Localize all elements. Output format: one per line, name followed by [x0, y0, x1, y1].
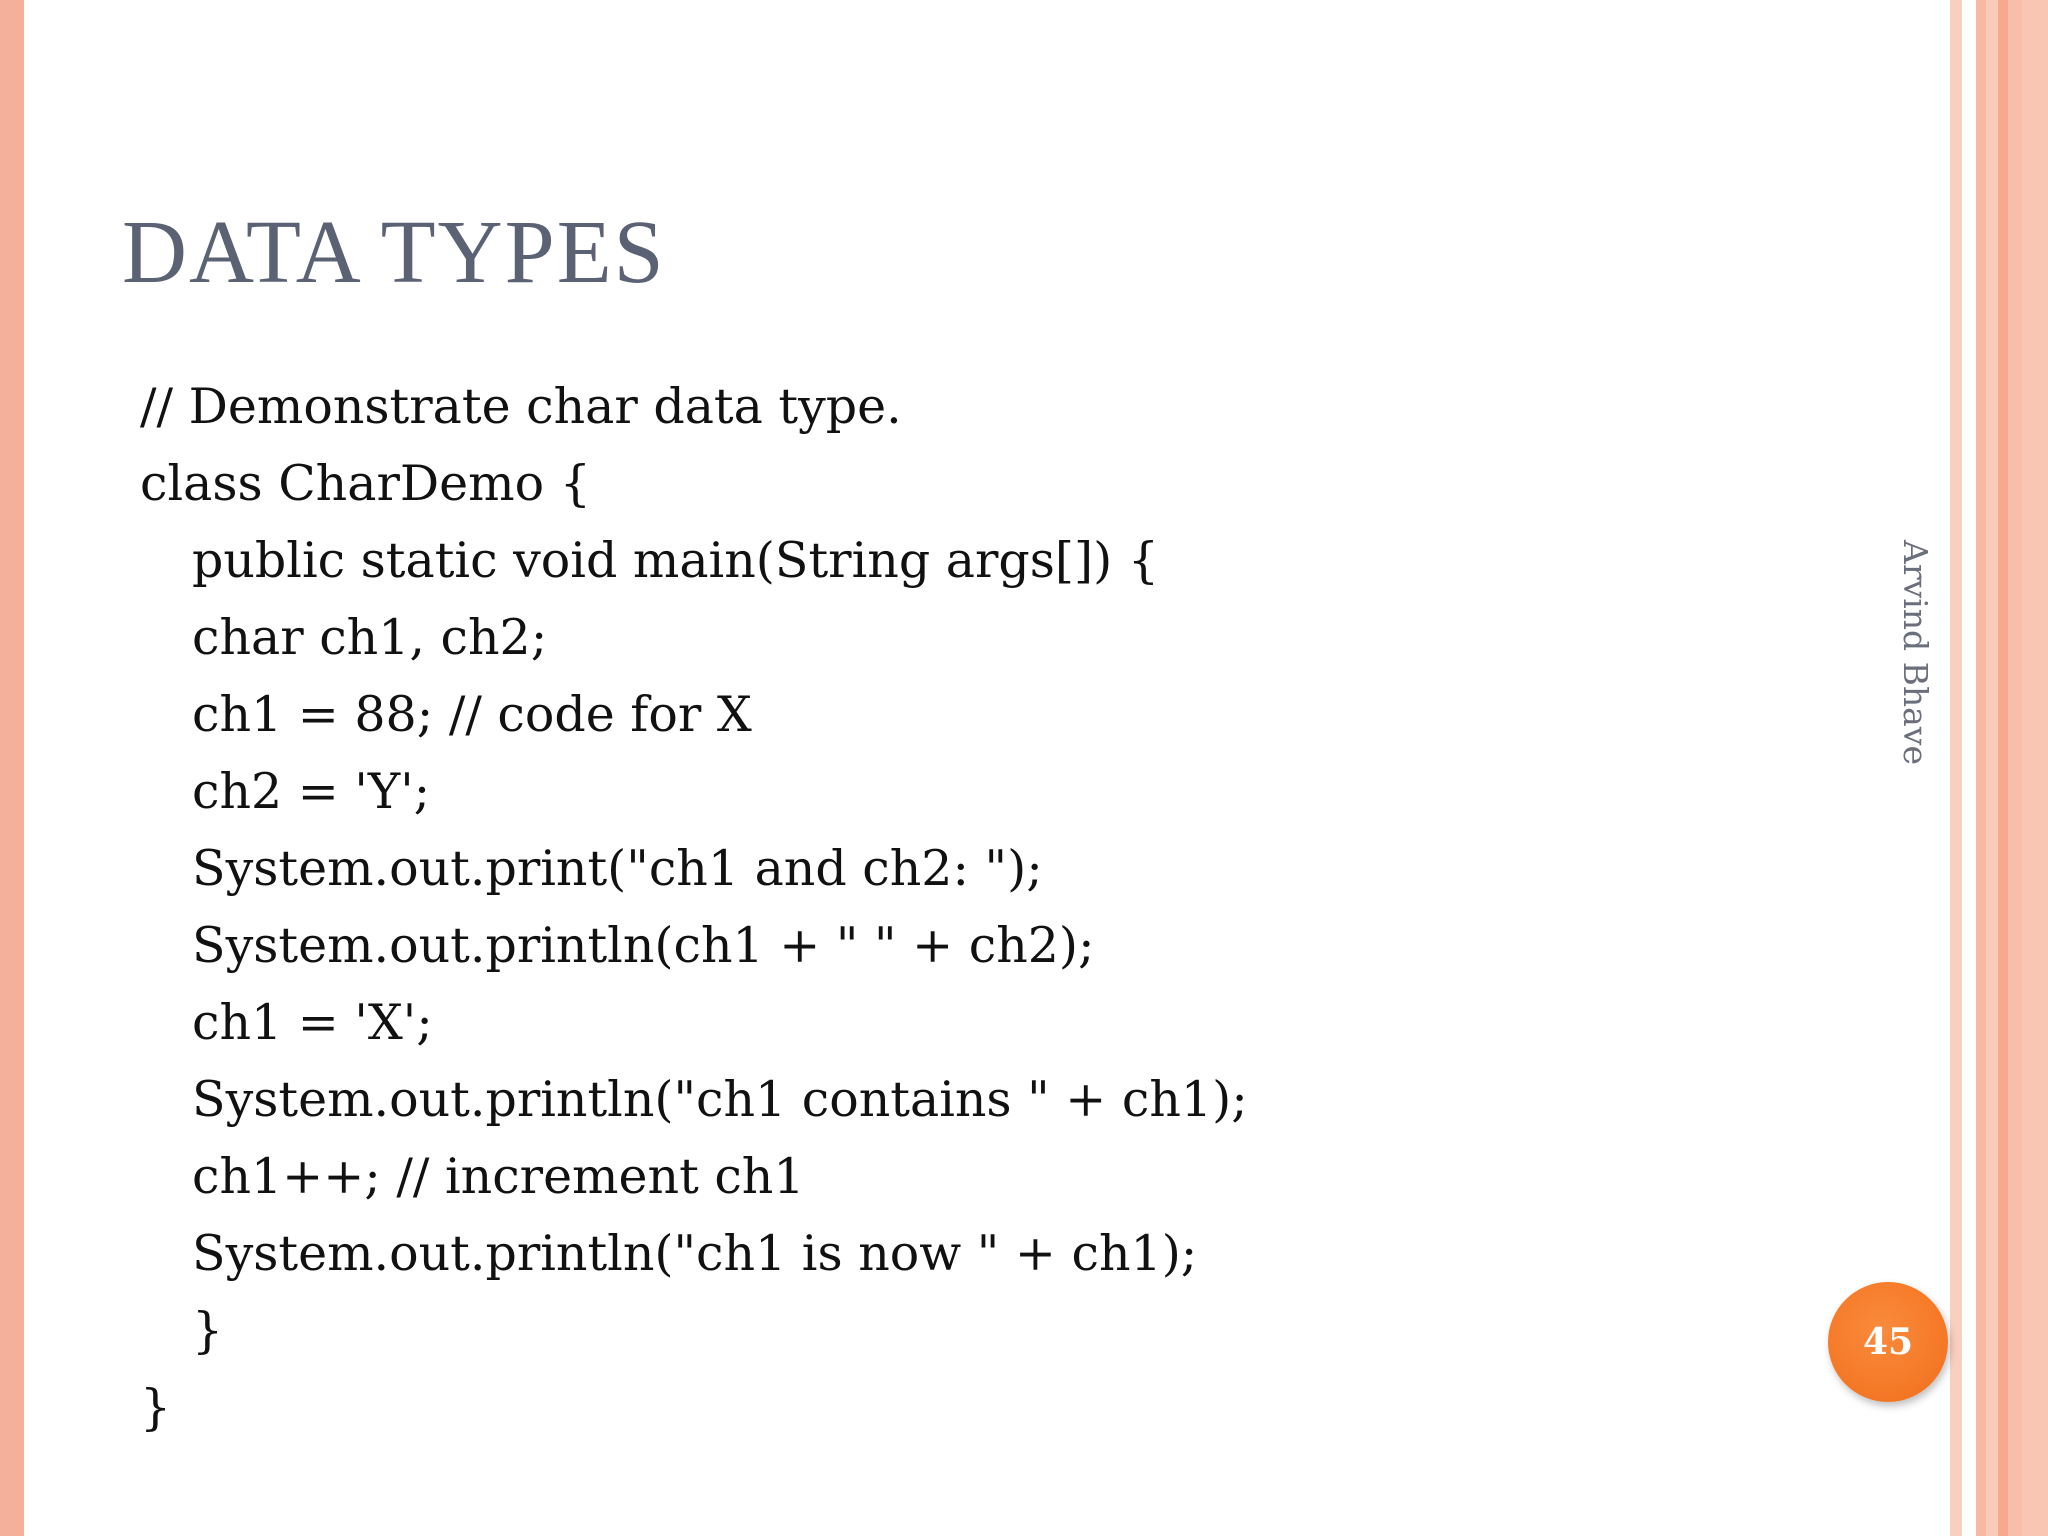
stripe — [1998, 0, 2008, 1536]
stripe — [1962, 0, 1976, 1536]
code-line: char ch1, ch2; — [192, 609, 548, 666]
right-decorative-stripes — [1950, 0, 2048, 1536]
stripe — [2022, 0, 2048, 1536]
code-line: class CharDemo { — [140, 455, 591, 512]
stripe — [1976, 0, 1986, 1536]
author-footer: Arvind Bhave — [1896, 540, 1935, 766]
left-accent-bar — [0, 0, 24, 1536]
page-number: 45 — [1862, 1321, 1914, 1363]
code-line: ch1 = 'X'; — [192, 994, 433, 1051]
code-line: // Demonstrate char data type. — [140, 378, 902, 435]
code-block — [140, 368, 1248, 1446]
code-line: System.out.println(ch1 + " " + ch2); — [192, 917, 1095, 974]
code-line: System.out.print("ch1 and ch2: "); — [192, 840, 1043, 897]
code-line: ch2 = 'Y'; — [192, 763, 431, 820]
page-number-badge — [1828, 1282, 1948, 1402]
stripe — [1986, 0, 1998, 1536]
code-line: System.out.println("ch1 contains " + ch1); — [192, 1071, 1248, 1128]
stripe — [1950, 0, 1962, 1536]
code-line: ch1++; // increment ch1 — [192, 1148, 805, 1205]
stripe — [2008, 0, 2022, 1536]
code-line: } — [192, 1302, 224, 1359]
code-line: public static void main(String args[]) { — [192, 532, 1160, 589]
code-line: } — [140, 1379, 172, 1436]
slide-title: DATA TYPES — [122, 203, 666, 302]
code-line: System.out.println("ch1 is now " + ch1); — [192, 1225, 1198, 1282]
code-line: ch1 = 88; // code for X — [192, 686, 752, 743]
